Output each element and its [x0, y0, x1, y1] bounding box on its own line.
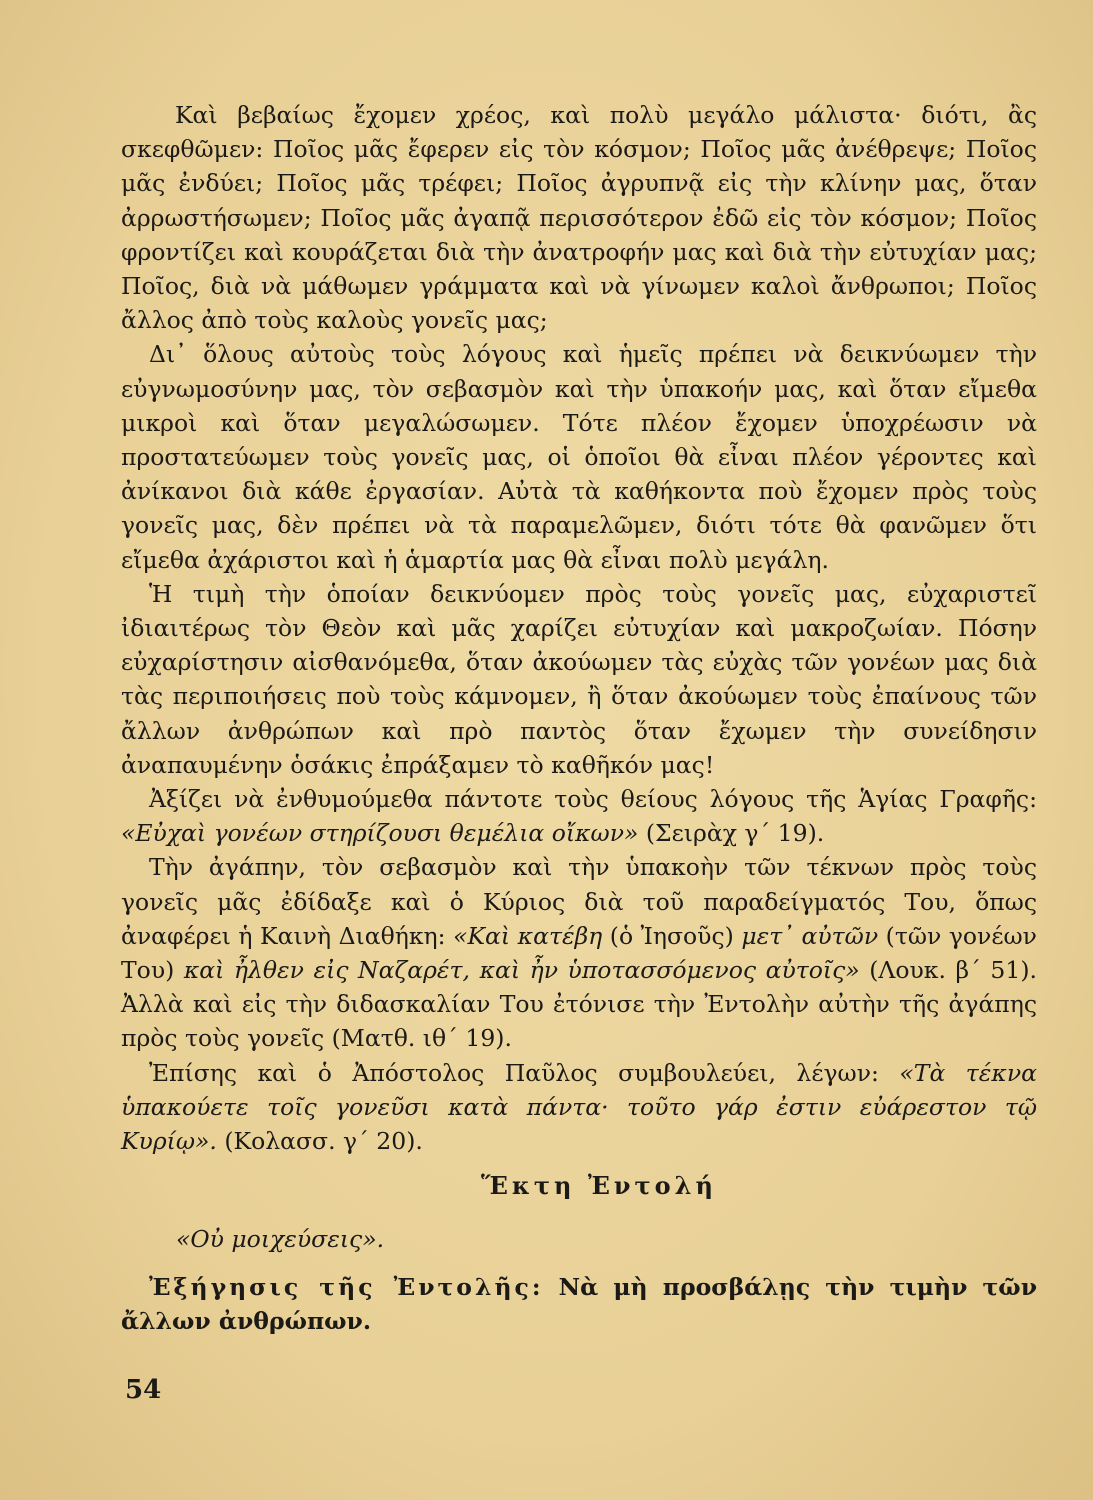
explanation	[121, 1270, 1037, 1338]
scripture-quote-luke-b: μετ᾽ αὐτῶν	[741, 921, 879, 950]
scripture-quote-sirach: «Εὐχαὶ γονέων στηρίζουσι θεμέλια οἴκων»	[121, 819, 639, 848]
paragraph-5-text: Τὴν ἀγάπην, τὸν σεβασμὸν καὶ τὴν ὑπακοὴν τῶν τέκνων πρὸς τοὺς γονεῖς μᾶς ἐδίδαξε καὶ ὁ Κύριος διὰ τοῦ παραδείγματός Του, ὅπως ἀναφέρει ἡ Καινὴ Διαθήκη:	[121, 853, 1037, 950]
explanation-text: Νὰ μὴ προσβάλῃς τὴν τιμὴν τῶν ἄλλων ἀνθρώπων.	[121, 1273, 1037, 1336]
paragraph-1: Καὶ βεβαίως ἔχομεν χρέος, καὶ πολὺ μεγάλο μάλιστα· διότι, ἂς σκεφθῶμεν: Ποῖος μᾶς ἔφερεν εἰς τὸν κόσμον; Ποῖος μᾶς ἀνέθρεψε; Ποῖος μᾶς ἐνδύει; Ποῖος μᾶς τρέφει; Ποῖος ἀγρυπνᾷ εἰς τὴν κλίνην μας, ὅταν ἀρρωστήσωμεν; Ποῖος μᾶς ἀγαπᾷ περισσότερον ἐδῶ εἰς τὸν κόσμον; Ποῖος φροντίζει καὶ κουράζεται διὰ τὴν ἀνατροφήν μας καὶ διὰ τὴν εὐτυχίαν μας; Ποῖος, διὰ νὰ μάθωμεν γράμματα καὶ νὰ γίνωμεν καλοὶ ἄνθρωποι; Ποῖος ἄλλος ἀπὸ τοὺς καλοὺς γονεῖς μας;	[121, 101, 1037, 335]
body-text	[121, 98, 1037, 1338]
paragraph-6	[121, 1056, 1037, 1159]
paragraph-4	[121, 782, 1037, 850]
scripture-quote-colossians: «Τὰ τέκνα ὑπακούετε τοῖς γονεῦσι κατὰ πάντα· τοῦτο γάρ ἐστιν εὐάρεστον τῷ Κυρίῳ».	[121, 1058, 1037, 1156]
paragraph-5-aside-2: (τῶν γονέων Του)	[121, 921, 1037, 985]
scripture-quote-luke-a: «Καὶ κατέβη	[453, 921, 603, 950]
paragraph-5-aside: (ὁ Ἰησοῦς)	[609, 921, 734, 950]
paragraph-4-text: Ἀξίζει νὰ ἐνθυμούμεθα πάντοτε τοὺς θείους λόγους τῆς Ἁγίας Γραφῆς:	[149, 785, 1037, 814]
section-heading: Ἕκτη Ἐντολή	[481, 1171, 717, 1201]
scripture-ref-colossians: (Κολασσ. γ΄ 20).	[224, 1127, 423, 1156]
scripture-ref-sirach: (Σειρὰχ γ΄ 19).	[645, 819, 825, 848]
paragraph-5	[121, 850, 1037, 1055]
page-number: 54	[125, 1375, 162, 1405]
paragraph-6-text: Ἐπίσης καὶ ὁ Ἀπόστολος Παῦλος συμβουλεύει, λέγων:	[149, 1058, 879, 1087]
paragraph-3: Ἡ τιμὴ τὴν ὁποίαν δεικνύομεν πρὸς τοὺς γονεῖς μας, εὐχαριστεῖ ἰδιαιτέρως τὸν Θεὸν καὶ μᾶς χαρίζει εὐτυχίαν καὶ μακροζωίαν. Πόσην εὐχαρίστησιν αἰσθανόμεθα, ὅταν ἀκούωμεν τὰς εὐχὰς τῶν γονέων μας διὰ τὰς περιποιήσεις ποὺ τοὺς κάμνομεν, ἢ ὅταν ἀκούωμεν τοὺς ἐπαίνους τῶν ἄλλων ἀνθρώπων καὶ πρὸ παντὸς ὅταν ἔχωμεν τὴν συνείδησιν ἀναπαυμένην ὁσάκις ἐπράξαμεν τὸ καθῆκόν μας!	[121, 579, 1037, 779]
paragraph-2: Δι᾽ ὅλους αὐτοὺς τοὺς λόγους καὶ ἡμεῖς πρέπει νὰ δεικνύωμεν τὴν εὐγνωμοσύνην μας, τὸν σεβασμὸν καὶ τὴν ὑπακοήν μας, καὶ ὅταν εἴμεθα μικροὶ καὶ ὅταν μεγαλώσωμεν. Τότε πλέον ἔχομεν ὑποχρέωσιν νὰ προστατεύωμεν τοὺς γονεῖς μας, οἱ ὁποῖοι θὰ εἶναι πλέον γέροντες καὶ ἀνίκανοι διὰ κάθε ἐργασίαν. Αὐτὰ τὰ καθήκοντα ποὺ ἔχομεν πρὸς τοὺς γονεῖς μας, δὲν πρέπει νὰ τὰ παραμελῶμεν, διότι τότε θὰ φανῶμεν ὅτι εἴμεθα ἀχάριστοι καὶ ἡ ἁμαρτία μας θὰ εἶναι πολὺ μεγάλη.	[121, 340, 1037, 574]
scripture-quote-luke-c: καὶ ἦλθεν εἰς Ναζαρέτ, καὶ ἦν ὑποτασσόμενος αὐτοῖς»	[183, 956, 860, 985]
explanation-label: Ἐξήγησις τῆς Ἐντολῆς:	[149, 1273, 544, 1302]
paragraph-5-ending: (Λουκ. β΄ 51). Ἀλλὰ καὶ εἰς τὴν διδασκαλίαν Του ἐτόνισε τὴν Ἐντολὴν αὐτὴν τῆς ἀγάπης πρὸς τοὺς γονεῖς (Ματθ. ιθ΄ 19).	[121, 956, 1037, 1053]
commandment-quote: «Οὐ μοιχεύσεις».	[176, 1225, 385, 1254]
